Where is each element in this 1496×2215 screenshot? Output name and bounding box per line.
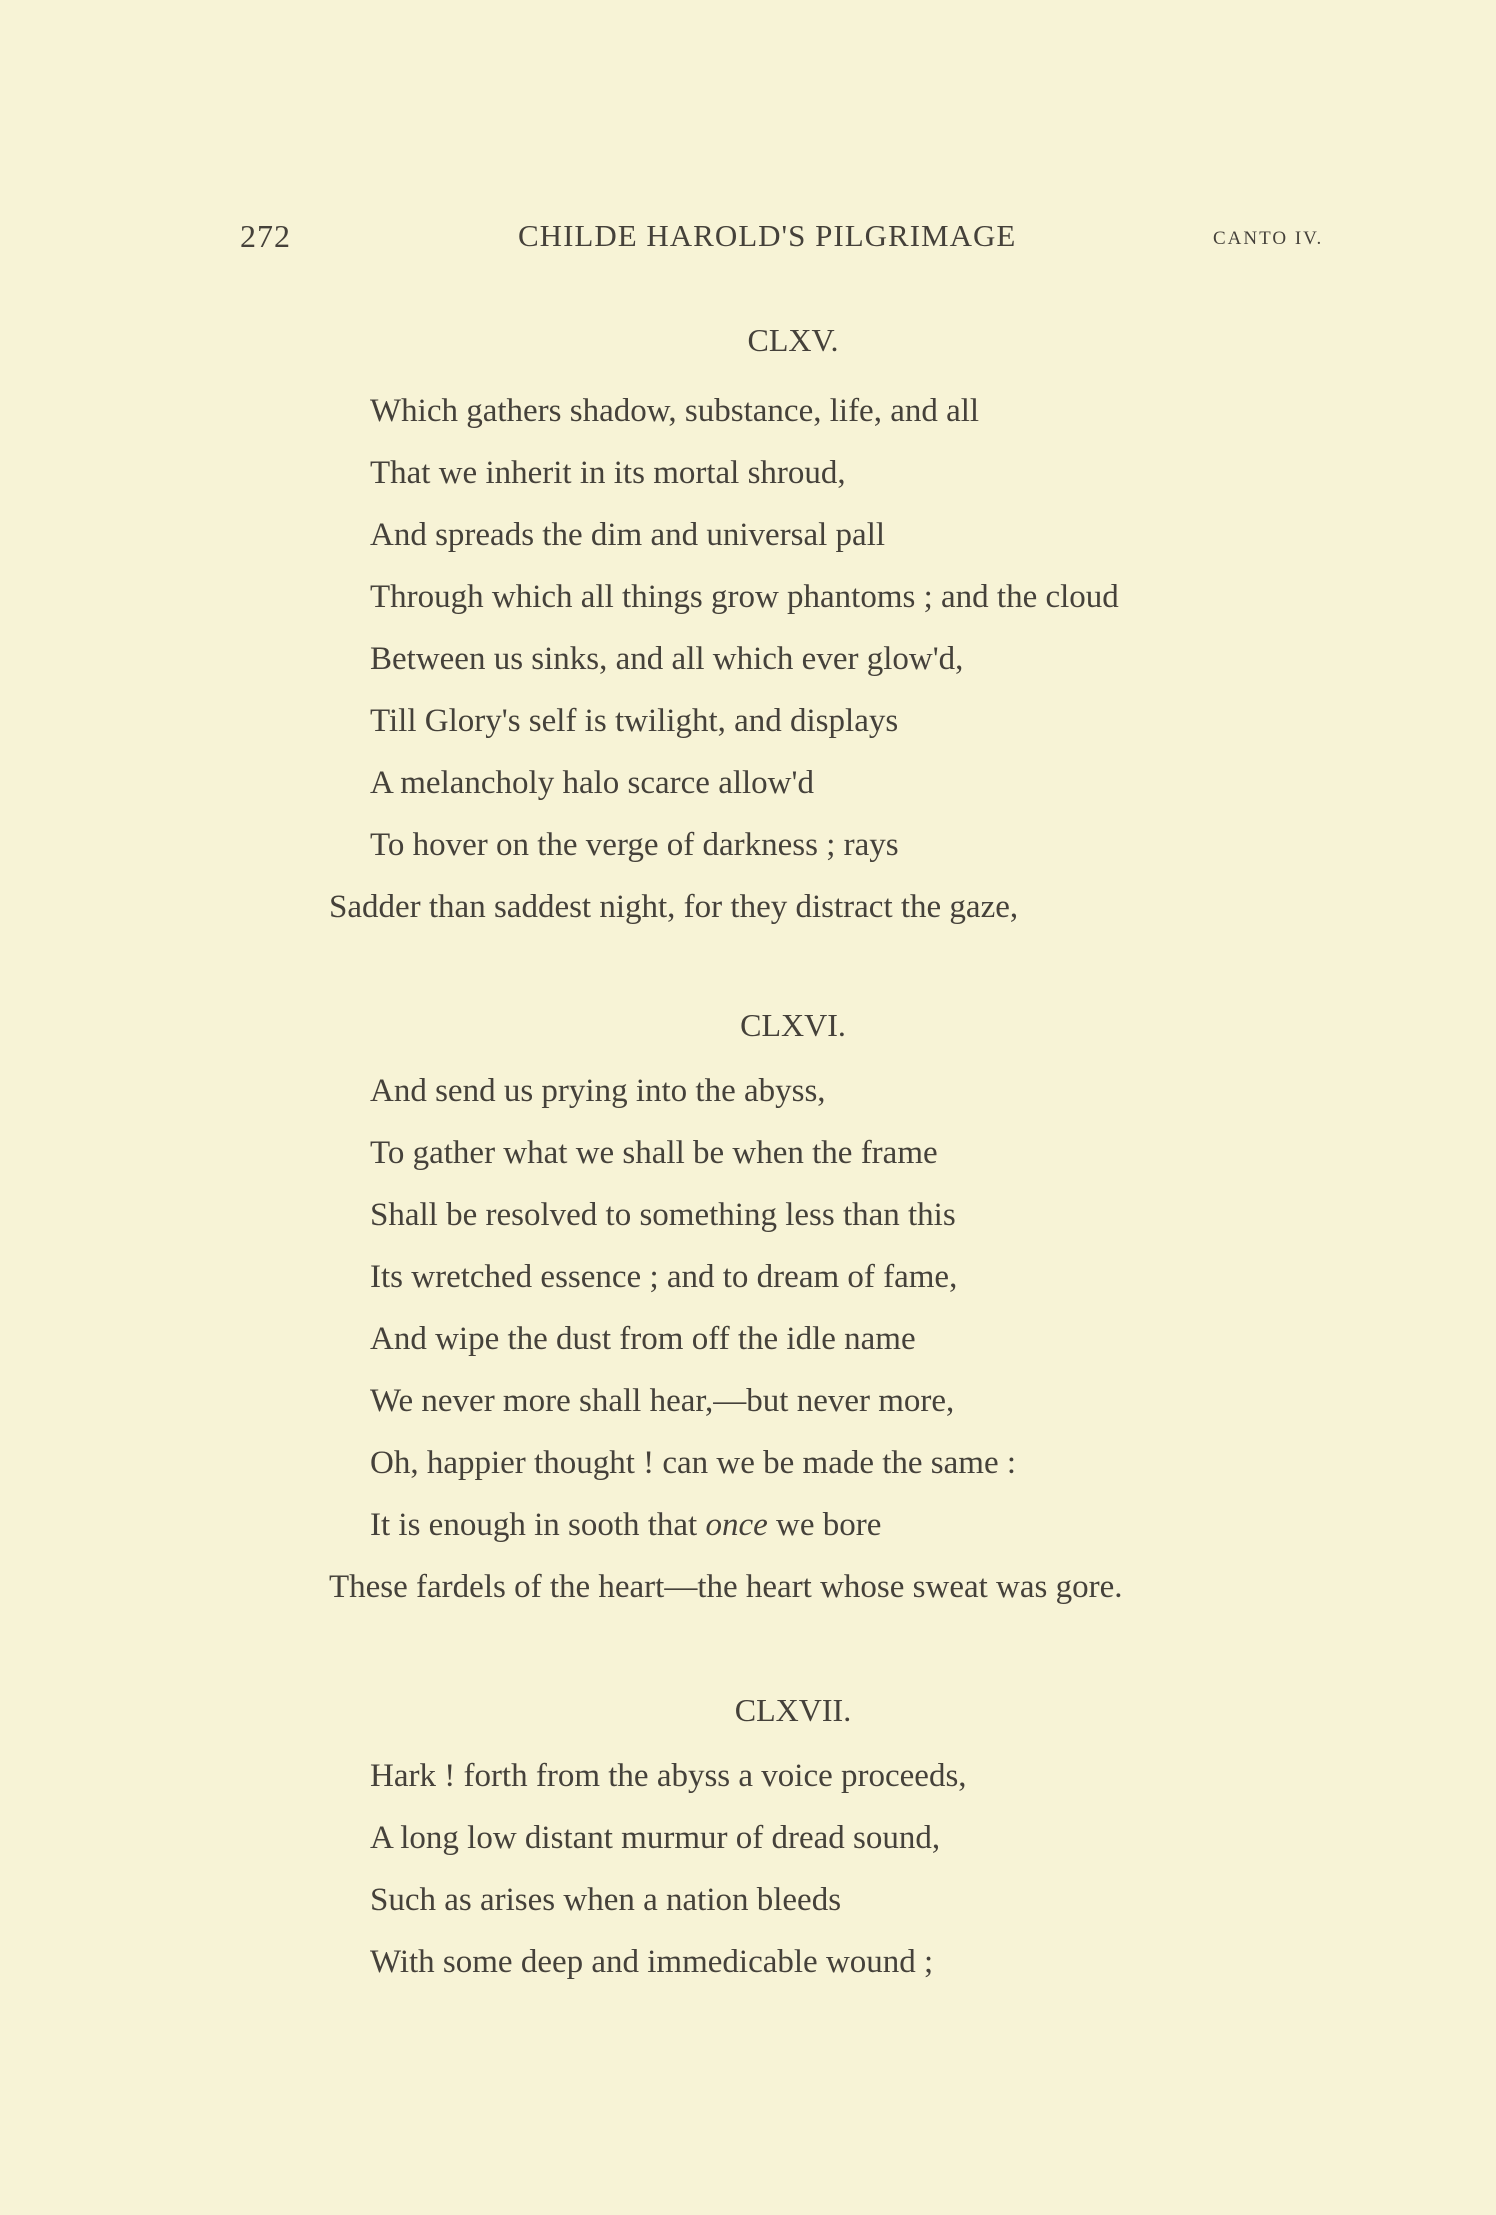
verse-line: A long low distant murmur of dread sound, <box>370 1820 941 1856</box>
verse-line: That we inherit in its mortal shroud, <box>370 455 846 491</box>
verse-line: To hover on the verge of darkness ; rays <box>370 827 899 863</box>
verse-line: And wipe the dust from off the idle name <box>370 1321 916 1357</box>
verse-text: It is enough in sooth that <box>370 1507 698 1543</box>
verse-line: Sadder than saddest night, for they distract the gaze, <box>329 889 1019 925</box>
verse-line <box>370 1505 881 1545</box>
verse-line: We never more shall hear,—but never more, <box>370 1383 955 1419</box>
verse-line: To gather what we shall be when the frame <box>370 1135 938 1171</box>
verse-line: A melancholy halo scarce allow'd <box>370 765 814 801</box>
verse-text: we bore <box>767 1507 882 1543</box>
verse-line: Hark ! forth from the abyss a voice proceeds, <box>370 1758 967 1794</box>
stanza-number: CLXVII. <box>734 1692 852 1728</box>
verse-line: Through which all things grow phantoms ; and the cloud <box>370 579 1119 615</box>
verse-line: These fardels of the heart—the heart whose sweat was gore. <box>329 1569 1123 1605</box>
verse-line: Till Glory's self is twilight, and displays <box>370 703 899 739</box>
verse-line: Shall be resolved to something less than this <box>370 1197 956 1233</box>
verse-line: Which gathers shadow, substance, life, and all <box>370 393 980 429</box>
page-number: 272 <box>240 218 291 254</box>
verse-line: Such as arises when a nation bleeds <box>370 1882 842 1918</box>
running-title: CHILDE HAROLD'S PILGRIMAGE <box>518 218 1017 253</box>
verse-line: And spreads the dim and universal pall <box>370 517 886 553</box>
verse-line: And send us prying into the abyss, <box>370 1073 826 1109</box>
verse-line: With some deep and immedicable wound ; <box>370 1944 934 1980</box>
verse-line: Oh, happier thought ! can we be made the same : <box>370 1445 1017 1481</box>
canto-label: CANTO IV. <box>1213 228 1324 249</box>
stanza-number: CLXV. <box>747 322 839 358</box>
italic-word: once <box>705 1507 768 1543</box>
verse-line: Between us sinks, and all which ever glow'd, <box>370 641 964 677</box>
verse-line: Its wretched essence ; and to dream of fame, <box>370 1259 958 1295</box>
stanza-number: CLXVI. <box>740 1007 846 1043</box>
